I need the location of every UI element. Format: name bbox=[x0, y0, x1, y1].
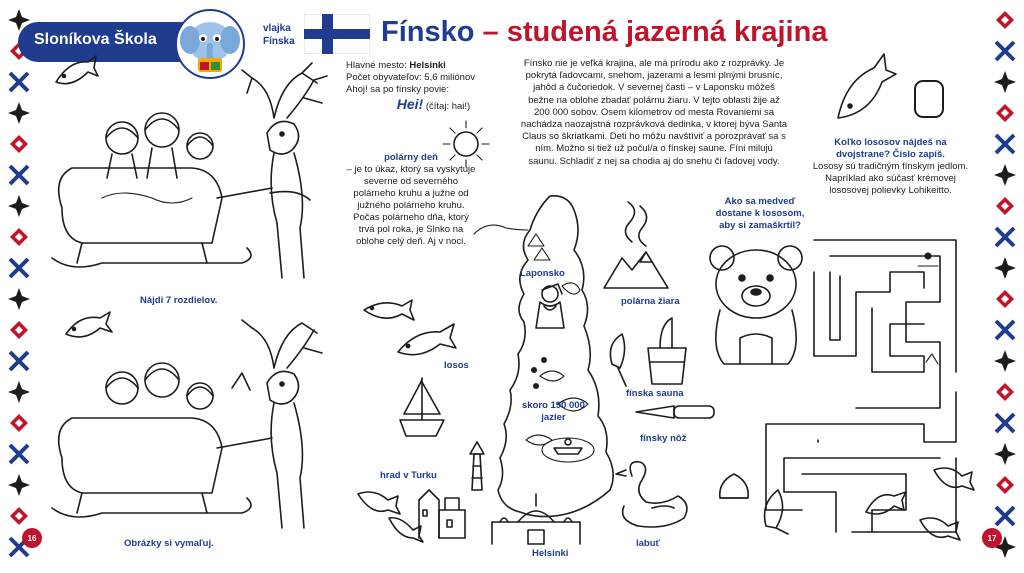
folk-ornament-icon bbox=[996, 290, 1014, 308]
flag-label-line1: vlajka bbox=[263, 23, 291, 34]
santa-claus-icon bbox=[528, 280, 572, 330]
lake-boat-icon bbox=[540, 424, 596, 464]
turku-castle-icon bbox=[415, 476, 475, 540]
lakes-label-line1: skoro 190 000 bbox=[522, 400, 585, 411]
bear-question: Ako sa medveď dostane k lososom, aby si zamaškrtil? bbox=[715, 196, 805, 231]
castle-label: hrad v Turku bbox=[380, 470, 437, 481]
boat-icon bbox=[392, 370, 452, 440]
folk-ornament-icon bbox=[8, 381, 30, 403]
folk-ornament-icon bbox=[994, 164, 1016, 186]
helsinki-label: Helsinki bbox=[532, 548, 569, 559]
page-number-right: 17 bbox=[982, 528, 1002, 548]
page-number-left: 16 bbox=[22, 528, 42, 548]
lakes-label bbox=[522, 400, 585, 424]
folk-ornament-icon bbox=[996, 228, 1014, 246]
capital-value: Helsinki bbox=[409, 60, 446, 71]
brand-name: Sloníkova Škola bbox=[34, 31, 157, 48]
folk-ornament-icon bbox=[996, 42, 1014, 60]
salmon-label: losos bbox=[444, 360, 469, 371]
folk-ornament-icon bbox=[994, 257, 1016, 279]
folk-ornament-icon bbox=[8, 195, 30, 217]
folk-ornament-icon bbox=[996, 197, 1014, 215]
sauna-label: fínska sauna bbox=[626, 388, 684, 399]
population-text: Počet obyvateľov: 5,6 miliónov bbox=[346, 72, 475, 83]
folk-ornament-icon bbox=[10, 166, 28, 184]
salmon-fish-icon bbox=[62, 310, 114, 342]
folk-ornament-icon bbox=[8, 288, 30, 310]
folk-ornament-icon bbox=[8, 474, 30, 496]
salmon-question: Koľko lososov nájdeš na dvojstrane? Číslo zapíš. bbox=[834, 137, 947, 160]
folk-ornament-icon bbox=[996, 507, 1014, 525]
folk-ornament-icon bbox=[10, 73, 28, 91]
left-ornament-border bbox=[0, 0, 38, 573]
sauna-hat-icon bbox=[714, 468, 754, 504]
folk-ornament-icon bbox=[994, 443, 1016, 465]
greeting-pronunciation: (čítaj: hai!) bbox=[425, 101, 471, 112]
folk-ornament-icon bbox=[10, 259, 28, 277]
greeting-word: Hei! bbox=[396, 96, 424, 112]
folk-ornament-icon bbox=[996, 11, 1014, 29]
folk-ornament-icon bbox=[996, 104, 1014, 122]
sauna-icon bbox=[602, 304, 698, 388]
salmon-fish-icon bbox=[394, 322, 460, 362]
facts-block bbox=[346, 60, 521, 113]
answer-box[interactable] bbox=[914, 80, 944, 118]
swan-label: labuť bbox=[636, 538, 661, 549]
folk-ornament-icon bbox=[10, 228, 28, 246]
sauna-whisk-icon bbox=[758, 486, 798, 536]
flag-label bbox=[263, 22, 295, 48]
salmon-text: Lososy sú tradičným fínskym jedlom. Napríklad ako súčasť krémovej lososovej polievky Lohikeitto. bbox=[812, 161, 969, 196]
folk-ornament-icon bbox=[996, 321, 1014, 339]
find-differences-caption: Nájdi 7 rozdielov. bbox=[140, 295, 218, 306]
folk-ornament-icon bbox=[996, 476, 1014, 494]
intro-paragraph: Fínsko nie je veľká krajina, ale má prírodu ako z rozprávky. Je pokrytá ľadovcami, snehom, jazerami a lesmi plnými brusníc, jahôd a čučoriedok. V severnej časti – v Laponsku môžeš bežne na oblohe zbadať polárnu žiaru. V tejto oblasti žije až 200 000 sobov. Osem kilometrov od mesta Rovaniemi sa nachádza naozajstná rozprávková dedinka, v ktorej býva Santa Claus so škriatkami. Deti ho môžu navštíviť a porozprávať sa s ním. Možno si tiež už počul/a o fínskej saune. Fíni milujú saunu. Schladiť z nej sa chodia aj do snehu či ľadovej vody. bbox=[520, 58, 788, 167]
sun-icon bbox=[440, 118, 492, 170]
lakes-label-line2: jazier bbox=[541, 412, 566, 423]
folk-ornament-icon bbox=[996, 383, 1014, 401]
folk-ornament-icon bbox=[8, 102, 30, 124]
folk-ornament-icon bbox=[996, 135, 1014, 153]
folk-ornament-icon bbox=[10, 507, 28, 525]
title-country: Fínsko bbox=[381, 16, 475, 48]
folk-ornament-icon bbox=[994, 71, 1016, 93]
right-ornament-border bbox=[986, 0, 1024, 573]
folk-ornament-icon bbox=[996, 414, 1014, 432]
salmon-fish-icon bbox=[360, 296, 416, 324]
swan-icon bbox=[612, 456, 696, 532]
polar-day-definition: – je to úkaz, ktorý sa vyskytuje severne od severného polárneho kruhu a južne od južného polárneho kruhu. Počas polárneho dňa, ktorý trvá pol roka, je Slnko na oblohe celý deň. Aj v noci. bbox=[346, 164, 476, 247]
greeting-intro: Ahoj! sa po fínsky povie: bbox=[346, 84, 449, 95]
folk-ornament-icon bbox=[10, 414, 28, 432]
title-subtitle: – studená jazerná krajina bbox=[482, 16, 828, 48]
salmon-fish-icon bbox=[930, 462, 976, 494]
knife-label: fínsky nôž bbox=[640, 433, 687, 444]
aurora-label: polárna žiara bbox=[621, 296, 680, 307]
flag-label-line2: Fínska bbox=[263, 36, 295, 47]
salmon-task bbox=[808, 137, 973, 197]
folk-ornament-icon bbox=[10, 135, 28, 153]
salmon-fish-icon bbox=[832, 52, 900, 124]
color-pictures-caption: Obrázky si vymaľuj. bbox=[124, 538, 214, 549]
sleigh-scene-top bbox=[42, 58, 332, 290]
folk-ornament-icon bbox=[10, 445, 28, 463]
salmon-fish-icon bbox=[916, 512, 962, 544]
folk-ornament-icon bbox=[10, 352, 28, 370]
aurora-mountain-icon bbox=[600, 196, 672, 292]
capital-label: Hlavné mesto: bbox=[346, 60, 407, 71]
polar-day-term: polárny deň bbox=[384, 152, 438, 163]
folk-ornament-icon bbox=[994, 350, 1016, 372]
helsinki-cathedral-icon bbox=[488, 492, 584, 546]
salmon-fish-icon bbox=[52, 52, 100, 92]
salmon-fish-icon bbox=[862, 488, 908, 520]
lapland-label: Laponsko bbox=[520, 268, 565, 279]
sleigh-scene-bottom bbox=[42, 318, 332, 540]
page-title bbox=[381, 16, 827, 49]
folk-ornament-icon bbox=[10, 321, 28, 339]
finland-flag-icon bbox=[304, 14, 370, 54]
